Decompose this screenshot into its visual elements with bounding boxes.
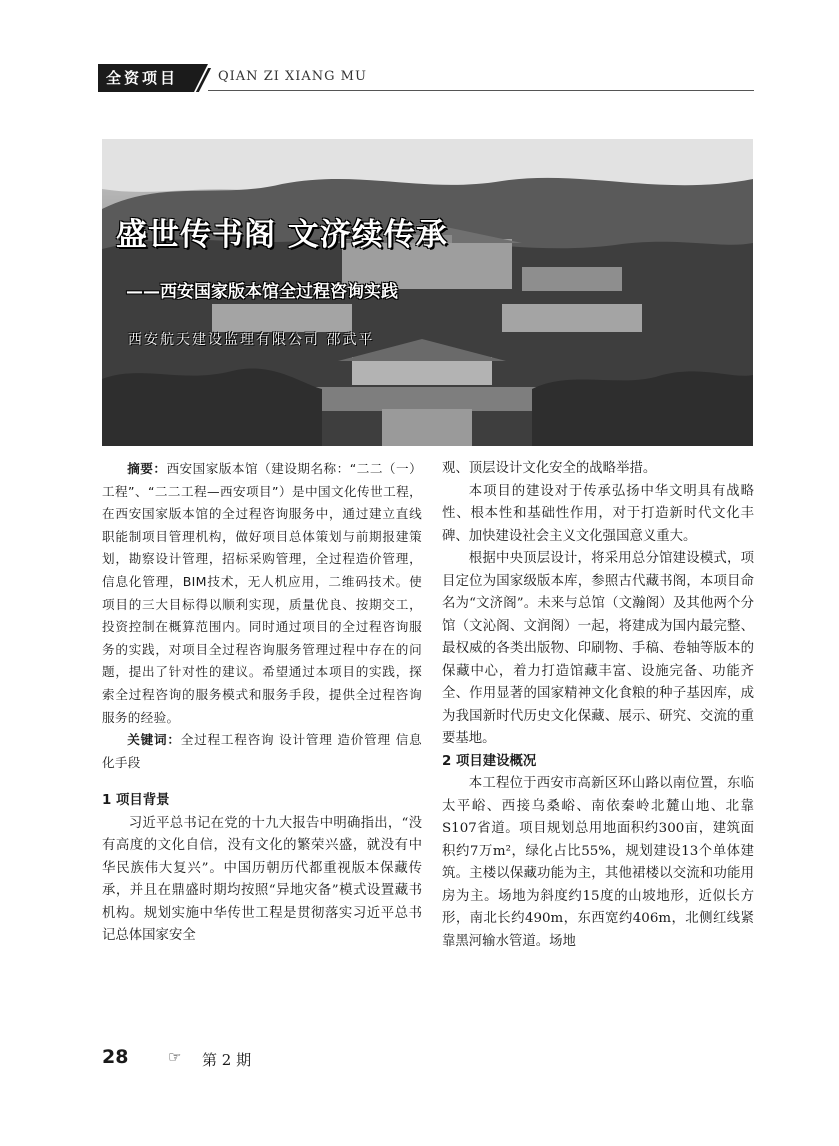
- keywords-text: 全过程工程咨询 设计管理 造价管理 信息化手段: [102, 732, 422, 770]
- hero-photo: [102, 139, 753, 446]
- header-rule: [208, 90, 754, 91]
- paragraph: 本项目的建设对于传承弘扬中华文明具有战略性、根本性和基础性作用，对于打造新时代文化丰碑、加快建设社会主义文化强国意义重大。: [442, 483, 754, 544]
- pointing-hand-icon: ☞: [168, 1048, 182, 1066]
- paragraph: 根据中央顶层设计，将采用总分馆建设模式，项目定位为国家级版本库，参照古代藏书阁，本项目命名为“文济阁”。未来与总馆（文瀚阁）及其他两个分馆（文沁阁、文润阁）一起，将建成为国内最完整、最权威的各类出版物、印刷物、手稿、卷轴等版本的保藏中心，着力打造馆藏丰富、设施完备、功能齐全、作用显著的国家精神文化食粮的种子基因库，成为我国新时代历史文化保藏、展示、研究、交流的重要基地。: [442, 551, 754, 746]
- issue-label: 第 2 期: [202, 1051, 252, 1069]
- section-tag: 全资项目: [98, 64, 194, 92]
- left-column: [102, 458, 422, 948]
- page-number: 28: [102, 1046, 129, 1068]
- abstract: [102, 458, 422, 729]
- running-header: [98, 64, 754, 94]
- spacer: [102, 774, 422, 790]
- paragraph: 本工程位于西安市高新区环山路以南位置，东临太平峪、西接乌桑峪、南依秦岭北麓山地、北靠S107省道。项目规划总用地面积约300亩，建筑面积约7万m²，绿化占比55%，规划建设13个单体建筑。主楼以保藏功能为主，其他裙楼以交流和功能用房为主。场地为斜度约15度的山坡地形，近似长方形，南北长约490m，东西宽约406m，北侧红线紧靠黑河输水管道。场地: [442, 776, 754, 949]
- keywords: [102, 729, 422, 774]
- section-pinyin: QIAN ZI XIANG MU: [218, 69, 367, 84]
- paragraph: 习近平总书记在党的十九大报告中明确指出，“没有高度的文化自信，没有文化的繁荣兴盛，就没有中华民族伟大复兴”。中国历朝历代都重视版本保藏传承，并且在鼎盛时期均按照“异地灾备”模式设置藏书机构。规划实施中华传世工程是贯彻落实习近平总书记总体国家安全: [102, 815, 422, 944]
- article-subtitle: ——西安国家版本馆全过程咨询实践: [126, 282, 398, 302]
- keywords-label: 关键词：: [127, 732, 181, 748]
- section-heading-1: 1 项目背景: [102, 793, 170, 809]
- article-title: 盛世传书阁 文济续传承: [116, 217, 448, 253]
- abstract-label: 摘要：: [127, 461, 167, 476]
- article-author: 西安航天建设监理有限公司 邵武平: [128, 332, 375, 348]
- right-column: [442, 458, 754, 953]
- abstract-text: 西安国家版本馆（建设期名称：“二二（一）工程”、“二二工程—西安项目”）是中国文化传世工程，在西安国家版本馆的全过程咨询服务中，通过建立直线职能制项目管理机构，做好项目总体策划与前期报建策划，勘察设计管理，招标采购管理，全过程造价管理，信息化管理，BIM技术，无人机应用，二维码技术。使项目的三大目标得以顺利实现，质量优良、按期交工，投资控制在概算范围内。同时通过项目的全过程咨询服务的实践，对项目全过程咨询服务管理过程中存在的问题，提出了针对性的建议。希望通过本项目的实践，探索全过程咨询的服务模式和服务手段，提供全过程咨询服务的经验。: [102, 461, 422, 725]
- paragraph-continued: 观、顶层设计文化安全的战略举措。: [442, 461, 657, 476]
- section-heading-2: 2 项目建设概况: [442, 753, 537, 769]
